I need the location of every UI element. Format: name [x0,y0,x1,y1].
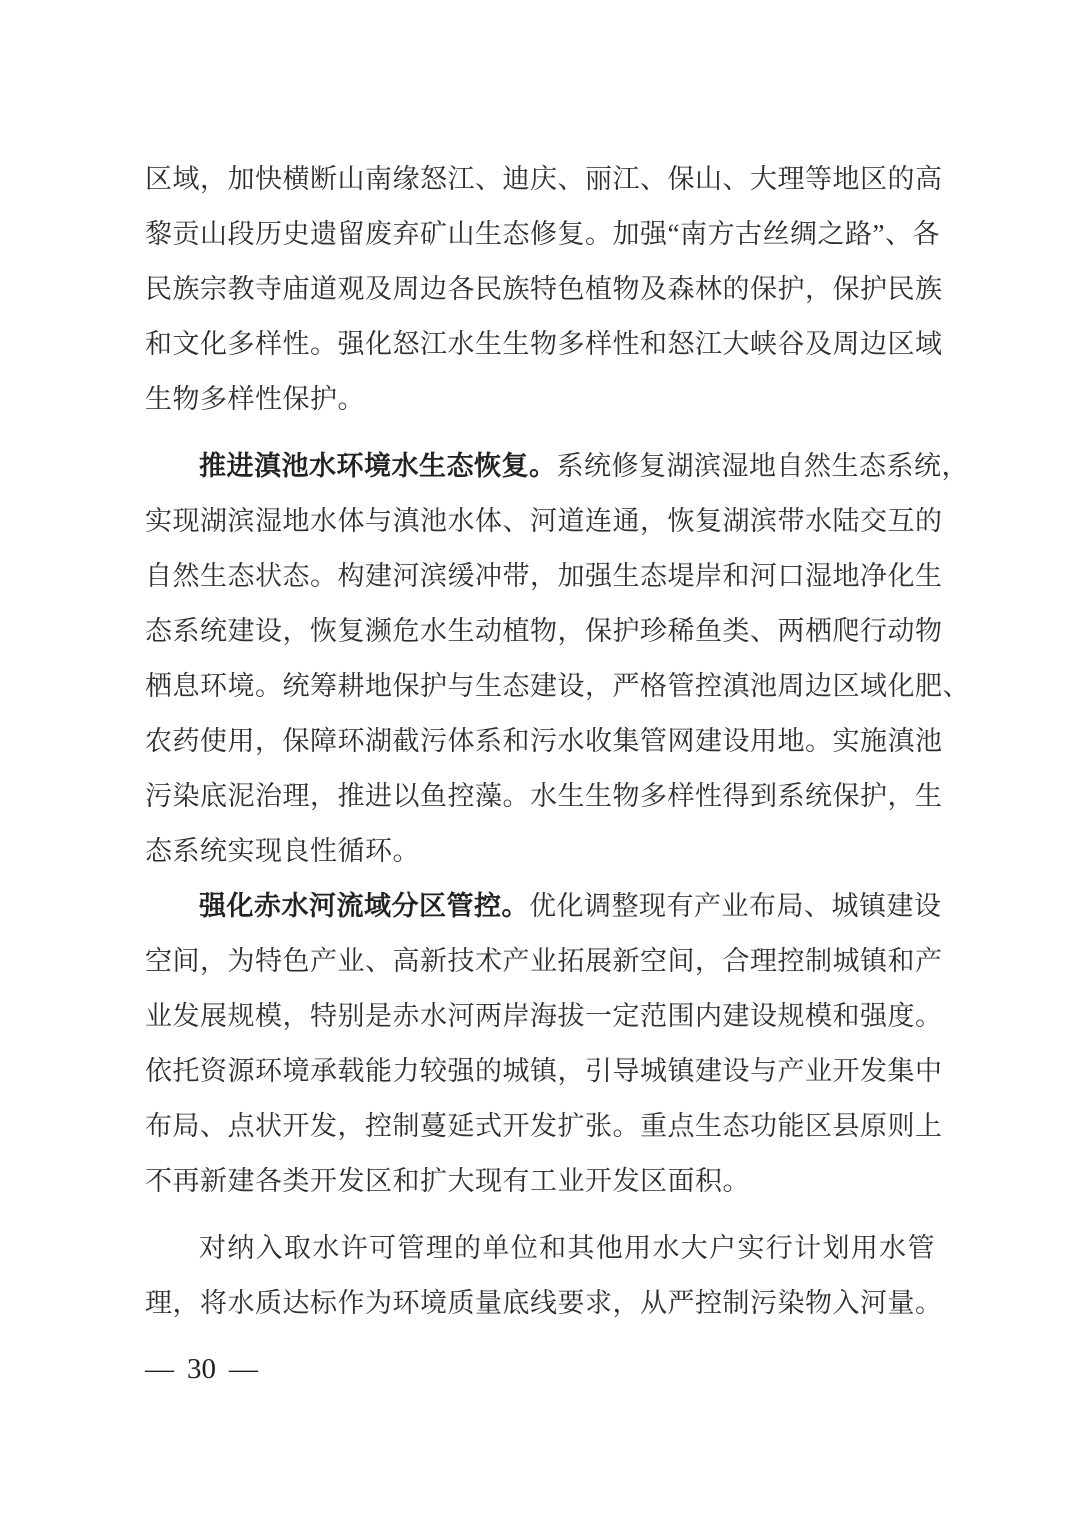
text-line [145,879,942,934]
text-line: 态系统建设，恢复濒危水生动植物，保护珍稀鱼类、两栖爬行动物 [145,616,943,646]
text-line: 污染底泥治理，推进以鱼控藻。水生生物多样性得到系统保护，生 [145,781,943,811]
text-line: 空间，为特色产业、高新技术产业拓展新空间，合理控制城镇和产 [145,946,943,976]
paragraph-chishui [145,879,943,1209]
text-line: 依托资源环境承载能力较强的城镇，引导城镇建设与产业开发集中 [145,1056,943,1086]
paragraph-lead-bold: 强化赤水河流域分区管控。 [199,891,529,921]
paragraph-water-permit [145,1221,943,1331]
text-line: 黎贡山段历史遗留废弃矿山生态修复。加强“南方古丝绸之路”、各 [145,219,940,249]
text-line: 理，将水质达标作为环境质量底线要求，从严控制污染物入河量。 [145,1288,943,1318]
text-run: 优化调整现有产业布局、城镇建设 [529,891,942,921]
text-run: 系统修复湖滨湿地自然生态系统， [556,451,969,481]
text-line: 业发展规模，特别是赤水河两岸海拔一定范围内建设规模和强度。 [145,1001,943,1031]
text-line: 实现湖滨湿地水体与滇池水体、河道连通，恢复湖滨带水陆交互的 [145,506,943,536]
page-number-value: 30 [187,1352,216,1385]
paragraph-lead-bold: 推进滇池水环境水生态恢复。 [199,451,557,481]
text-line: 区域，加快横断山南缘怒江、迪庆、丽江、保山、大理等地区的高 [145,164,943,194]
document-body [145,152,970,1331]
text-line: 布局、点状开发，控制蔓延式开发扩张。重点生态功能区县原则上 [145,1111,943,1141]
text-line: 农药使用，保障环湖截污体系和污水收集管网建设用地。实施滇池 [145,726,943,756]
text-line: 生物多样性保护。 [145,384,365,414]
text-line: 不再新建各类开发区和扩大现有工业开发区面积。 [145,1166,750,1196]
paragraph-dianchi [145,439,970,879]
page-number-dash-left: — [145,1352,174,1385]
text-line: 对纳入取水许可管理的单位和其他用水大户实行计划用水管 [199,1233,935,1263]
text-line [145,439,969,494]
paragraph-continuation [145,152,943,427]
text-line: 态系统实现良性循环。 [145,836,420,866]
page-number-dash-right: — [229,1352,258,1385]
text-line: 民族宗教寺庙道观及周边各民族特色植物及森林的保护，保护民族 [145,274,943,304]
text-line: 和文化多样性。强化怒江水生生物多样性和怒江大峡谷及周边区域 [145,329,943,359]
text-line: 栖息环境。统筹耕地保护与生态建设，严格管控滇池周边区域化肥、 [145,671,970,701]
page-number [145,1348,258,1390]
text-line: 自然生态状态。构建河滨缓冲带，加强生态堤岸和河口湿地净化生 [145,561,943,591]
